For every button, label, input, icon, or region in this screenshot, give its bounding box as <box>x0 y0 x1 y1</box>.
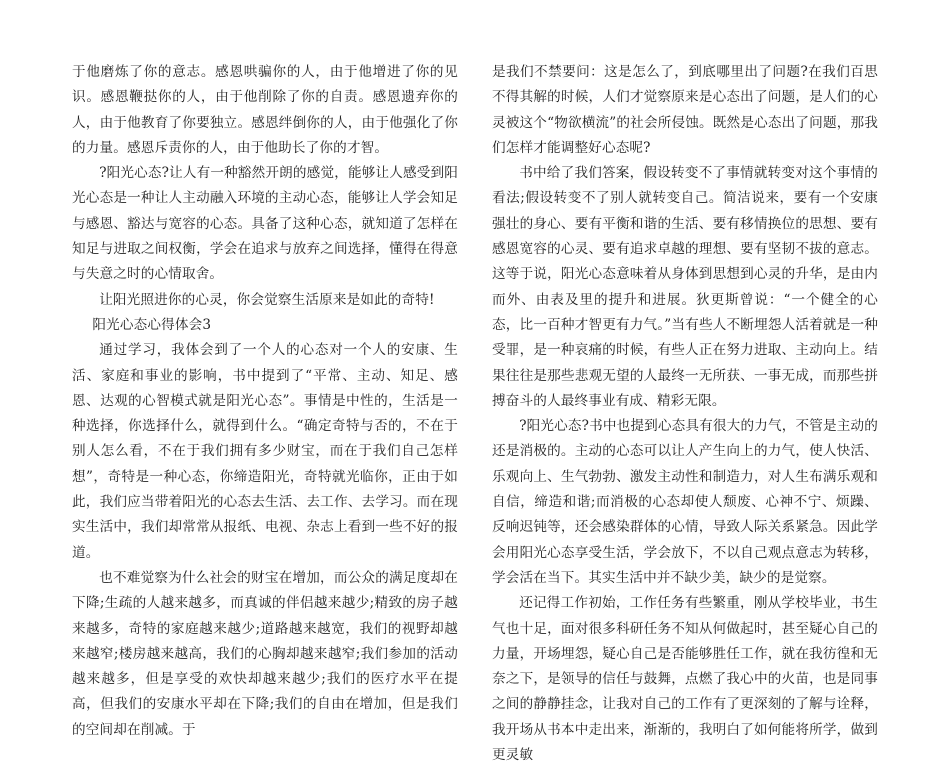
paragraph: 还记得工作初始，工作任务有些繁重，刚从学校毕业，书生气也十足，面对很多科研任务不知从何做起时，甚至疑心自己的力量，开场埋怨，疑心自己是否能够胜任工作，就在我彷徨和无奈之下，是领导的信任与鼓舞，点燃了我心中的火苗，也是同事之间的静静挂念，让我对自己的工作有了更深刻的了解与诠释，我开场从书本中走出来，渐渐的，我明白了如何能将所学，做到更灵敏 <box>492 595 878 764</box>
paragraph: 是我们不禁要问：这是怎么了，到底哪里出了问题?在我们百思不得其解的时候，人们才觉察原来是心态出了问题，是人们的心灵被这个“物欲横流”的社会所侵蚀。既然是心态出了问题，那我们怎样才能调整好心态呢? <box>492 64 878 156</box>
right-text-column <box>492 60 878 768</box>
paragraph: 也不难觉察为什么社会的财宝在增加，而公众的满足度却在下降;生疏的人越来越多，而真诚的伴侣越来越少;精致的房子越来越多，奇特的家庭越来越少;道路越来越宽，我们的视野却越来越窄;楼房越来越高，我们的心胸却越来越窄;我们参加的活动越来越多，但是享受的欢快却越来越少;我们的医疗水平在提高，但我们的安康水平却在下降;我们的自由在增加，但是我们的空间却在削减。于 <box>72 569 458 738</box>
paragraph: 让阳光照进你的心灵，你会觉察生活原来是如此的奇特! <box>99 291 435 308</box>
paragraph: ?阳光心态?书中也提到心态具有很大的力气，不管是主动的还是消极的。主动的心态可以让人产生向上的力气，使人快活、乐观向上、生气勃勃、激发主动性和制造力，对人生布满乐观和自信，缔造和谐;而消极的心态却使人颓废、心神不宁、烦躁、反响迟钝等，还会感染群体的心情，导致人际关系紧急。因此学会用阳光心态享受生活，学会放下，不以自己观点意志为转移，学会活在当下。其实生活中并不缺少美，缺少的是觉察。 <box>492 418 878 586</box>
paragraph: 于他磨炼了你的意志。感恩哄骗你的人，由于他增进了你的见识。感恩鞭挞你的人，由于他削除了你的自责。感恩遗弃你的人，由于他教育了你要独立。感恩绊倒你的人，由于他强化了你的力量。感恩斥责你的人，由于他助长了你的才智。 <box>72 64 458 156</box>
paragraph: ?阳光心态?让人有一种豁然开朗的感觉，能够让人感受到阳光心态是一种让人主动融入环境的主动心态，能够让人学会知足与感恩、豁达与宽容的心态。具备了这种心态，就知道了怎样在知足与进取之间权衡，学会在追求与放弃之间选择，懂得在得意与失意之时的心情取舍。 <box>72 165 458 283</box>
left-text-column <box>72 60 458 743</box>
paragraph: 通过学习，我体会到了一个人的心态对一个人的安康、生活、家庭和事业的影响，书中提到了“平常、主动、知足、感恩、达观的心智模式就是阳光心态”。事情是中性的，生活是一种选择，你选择什么，就得到什么。“确定奇特与否的，不在于别人怎么看，不在于我们拥有多少财宝，而在于我们自己怎样想”，奇特是一种心态，你缔造阳光，奇特就光临你，正由于如此，我们应当带着阳光的心态去生活、去工作、去学习。而在现实生活中，我们却常常从报纸、电视、杂志上看到一些不好的报道。 <box>72 342 458 561</box>
section-heading: 阳光心态心得体会3 <box>92 316 212 333</box>
paragraph: 书中给了我们答案，假设转变不了事情就转变对这个事情的看法;假设转变不了别人就转变自己。简洁说来，要有一个安康强壮的身心、要有平衡和谐的生活、要有移情换位的思想、要有感恩宽容的心灵、要有追求卓越的理想、要有坚韧不拔的意志。这等于说，阳光心态意味着从身体到思想到心灵的升华，是由内而外、由表及里的提升和进展。狄更斯曾说：“一个健全的心态，比一百种才智更有力气。”当有些人不断埋怨人活着就是一种受罪，是一种哀痛的时候，有些人正在努力进取、主动向上。结果往往是那些悲观无望的人最终一无所获、一事无成，而那些拼搏奋斗的人最终事业有成、精彩无限。 <box>492 165 878 409</box>
